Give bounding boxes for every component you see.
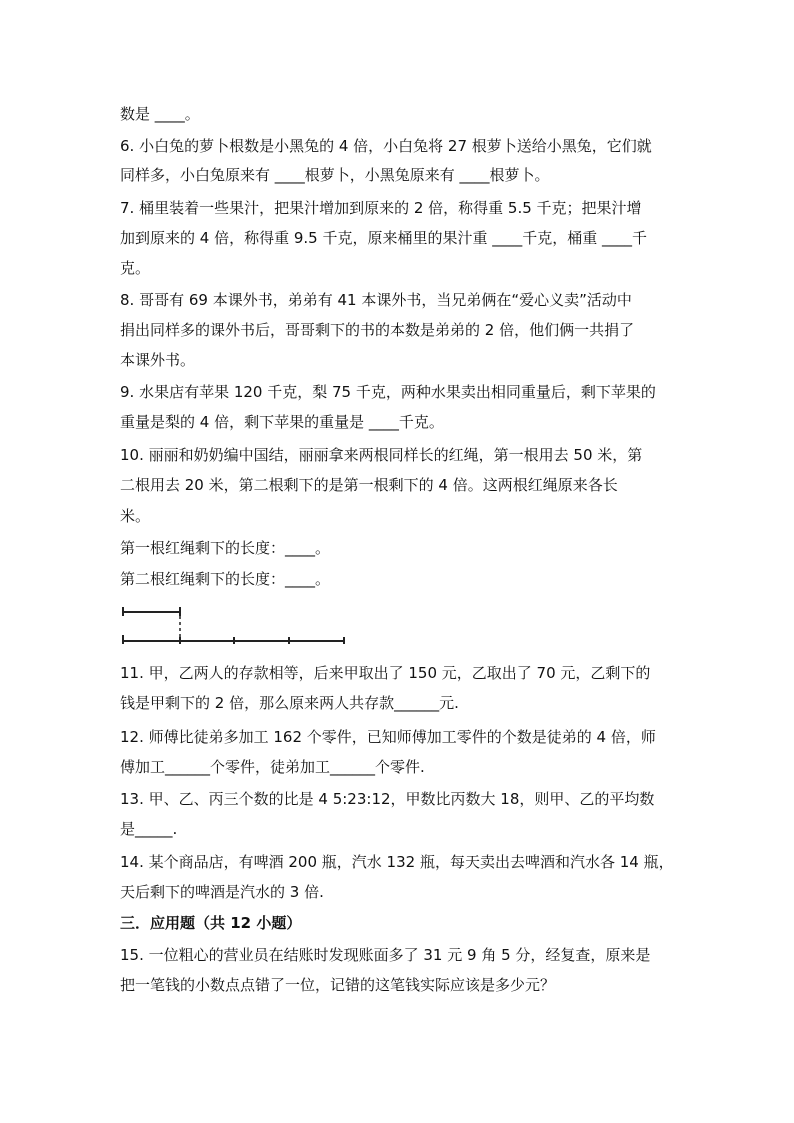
line-22: 是_____.: [120, 820, 178, 838]
line-19: 12. 师傅比徒弟多加工 162 个零件，已知师傅加工零件的个数是徒弟的 4 倍，师: [120, 728, 656, 746]
line-16: 第二根红绳剩下的长度：____。: [120, 570, 331, 588]
line-12: 10. 丽丽和奶奶编中国结，丽丽拿来两根同样长的红绳，第一根用去 50 米，第: [120, 446, 643, 464]
line-24: 天后剩下的啤酒是汽水的 3 倍.: [120, 883, 324, 901]
line-2: 6. 小白兔的萝卜根数是小黑兔的 4 倍，小白兔将 27 根萝卜送给小黑兔，它们就: [120, 137, 652, 155]
line-11: 重量是梨的 4 倍，剩下苹果的重量是 ____千克。: [120, 413, 444, 431]
line-7: 8. 哥哥有 69 本课外书，弟弟有 41 本课外书，当兄弟俩在“爱心义卖”活动中: [120, 291, 632, 309]
line-20: 傅加工______个零件，徒弟加工______个零件.: [120, 758, 425, 776]
section-heading: 三．应用题（共 12 小题）: [120, 914, 302, 932]
line-23: 14. 某个商品店，有啤酒 200 瓶，汽水 132 瓶，每天卖出去啤酒和汽水各 14 瓶，: [120, 853, 674, 871]
line-15: 第一根红绳剩下的长度：____。: [120, 539, 331, 557]
line-5: 加到原来的 4 倍，称得重 9.5 千克，原来桶里的果汁重 ____千克，桶重 ____千: [120, 229, 648, 247]
line-3: 同样多，小白兔原来有 ____根萝卜，小黑兔原来有 ____根萝卜。: [120, 166, 550, 184]
line-14: 米。: [120, 507, 151, 525]
line-1: 数是 ____。: [120, 105, 200, 123]
line-9: 本课外书。: [120, 351, 196, 369]
line-6: 克。: [120, 259, 151, 277]
line-4: 7. 桶里装着一些果汁，把果汁增加到原来的 2 倍，称得重 5.5 千克；把果汁增: [120, 199, 642, 217]
line-13: 二根用去 20 米，第二根剩下的是第一根剩下的 4 倍。这两根红绳原来各长: [120, 476, 618, 494]
line-26: 15. 一位粗心的营业员在结账时发现账面多了 31 元 9 角 5 分，经复查，原来是: [120, 946, 651, 964]
line-18: 钱是甲剩下的 2 倍，那么原来两人共存款______元.: [120, 694, 459, 712]
line-17: 11. 甲，乙两人的存款相等，后来甲取出了 150 元，乙取出了 70 元，乙剩下的: [120, 664, 651, 682]
line-21: 13. 甲、乙、丙三个数的比是 4 5:23:12，甲数比丙数大 18，则甲、乙的平均数: [120, 790, 655, 808]
line-27: 把一笔钱的小数点点错了一位，记错的这笔钱实际应该是多少元？: [120, 976, 556, 994]
line-segment-diagram: [118, 604, 350, 648]
line-10: 9. 水果店有苹果 120 千克，梨 75 千克，两种水果卖出相同重量后，剩下苹果的: [120, 383, 656, 401]
line-8: 捐出同样多的课外书后，哥哥剩下的书的本数是弟弟的 2 倍，他们俩一共捐了: [120, 321, 635, 339]
